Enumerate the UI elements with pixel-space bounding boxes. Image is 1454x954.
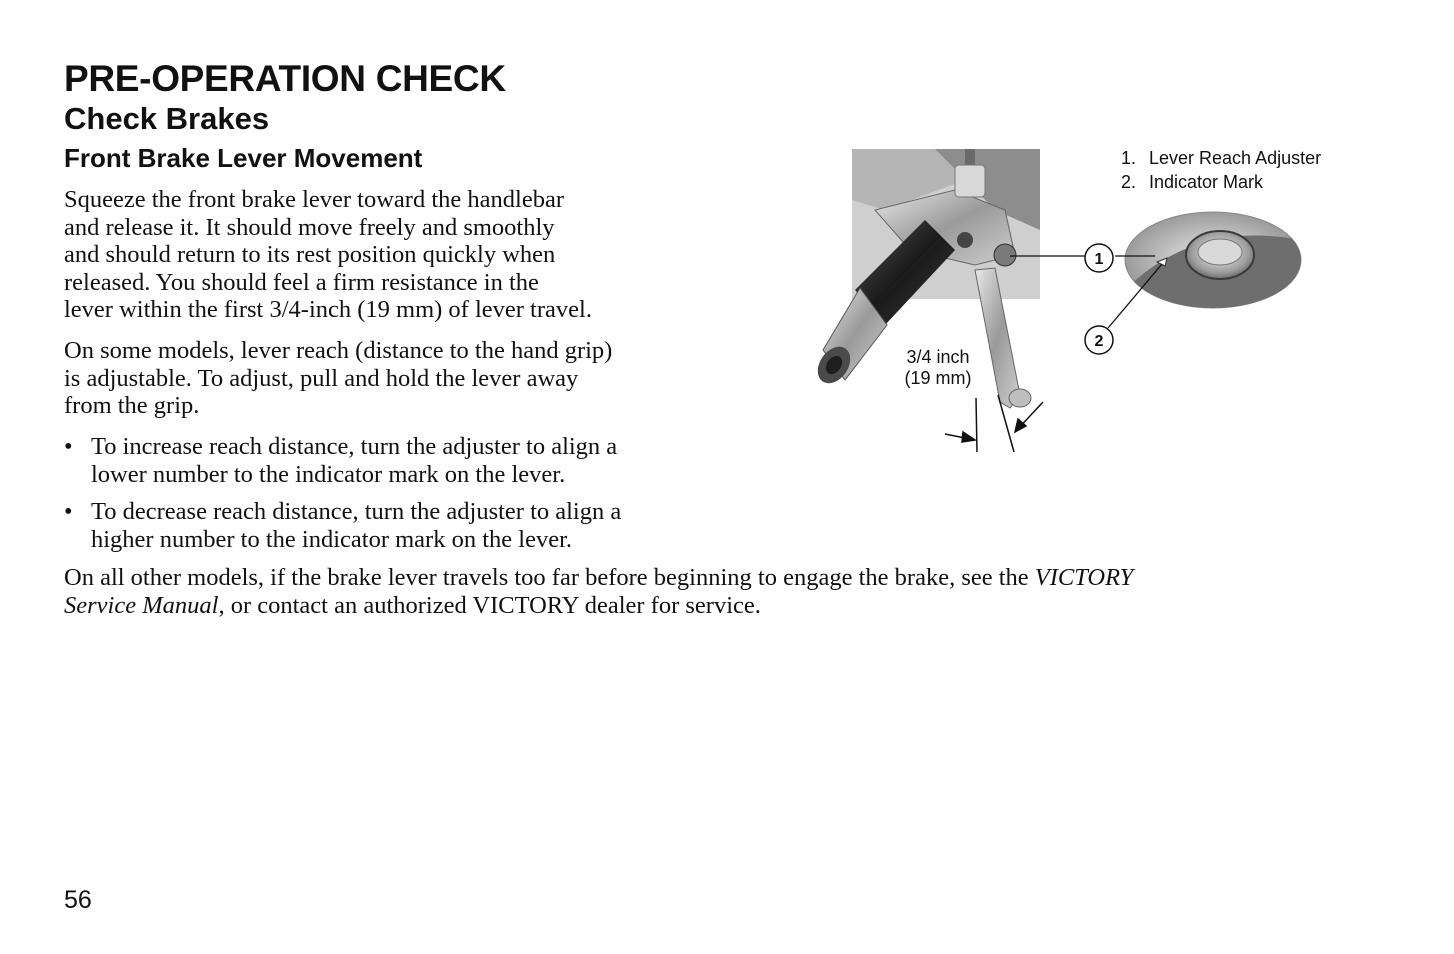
bullet-symbol: • — [64, 498, 73, 525]
text-line: is adjustable. To adjust, pull and hold the lever away — [64, 364, 579, 392]
text-line: To increase reach distance, turn the adjuster to align a — [91, 433, 618, 460]
callout-number: 2 — [1094, 333, 1104, 350]
text-line: To decrease reach distance, turn the adjuster to align a — [91, 498, 622, 525]
paragraph-other-models — [64, 564, 1133, 619]
bullet-symbol: • — [64, 433, 73, 460]
legend-number: 1. — [1121, 148, 1137, 168]
callout-2 — [1085, 326, 1113, 354]
page-title: PRE-OPERATION CHECK — [64, 58, 506, 99]
text-line: lever within the first 3/4-inch (19 mm) of lever travel. — [64, 296, 592, 323]
paragraph-lever-reach — [64, 337, 612, 420]
measurement-inch: 3/4 inch — [906, 347, 970, 367]
text-line — [64, 592, 1133, 620]
callout-number: 1 — [1094, 251, 1104, 268]
subsection-heading: Front Brake Lever Movement — [64, 143, 423, 173]
text-line: and release it. It should move freely and smoothly — [64, 213, 555, 241]
text-line — [64, 564, 1133, 592]
legend-item — [1121, 170, 1321, 194]
measurement-mm: (19 mm) — [904, 368, 972, 388]
figure-legend — [1121, 146, 1321, 194]
legend-label: Lever Reach Adjuster — [1149, 148, 1322, 168]
text-run: , or contact an authorized VICTORY dealer for service. — [218, 591, 761, 619]
text-line: and should return to its rest position quickly when — [64, 241, 556, 268]
measurement-label — [898, 347, 978, 389]
page-number: 56 — [64, 886, 92, 914]
section-heading: Check Brakes — [64, 101, 270, 136]
text-line: lower number to the indicator mark on the lever. — [91, 460, 566, 488]
text-line: released. You should feel a firm resistance in the — [64, 268, 539, 296]
text-run: On all other models, if the brake lever travels too far before beginning to engage the brake, see the — [64, 564, 1035, 591]
callout-1 — [1085, 244, 1113, 272]
paragraph-lever-movement — [64, 186, 592, 324]
legend-number: 2. — [1121, 172, 1137, 192]
legend-item — [1121, 146, 1321, 170]
legend-label: Indicator Mark — [1149, 172, 1264, 192]
manual-reference-italic: Service Manual — [64, 591, 219, 619]
manual-reference-italic: VICTORY — [1034, 564, 1134, 591]
text-line: from the grip. — [64, 392, 200, 419]
text-line: Squeeze the front brake lever toward the handlebar — [64, 186, 564, 213]
text-line: higher number to the indicator mark on the lever. — [91, 525, 573, 553]
text-line: On some models, lever reach (distance to the hand grip) — [64, 337, 613, 364]
